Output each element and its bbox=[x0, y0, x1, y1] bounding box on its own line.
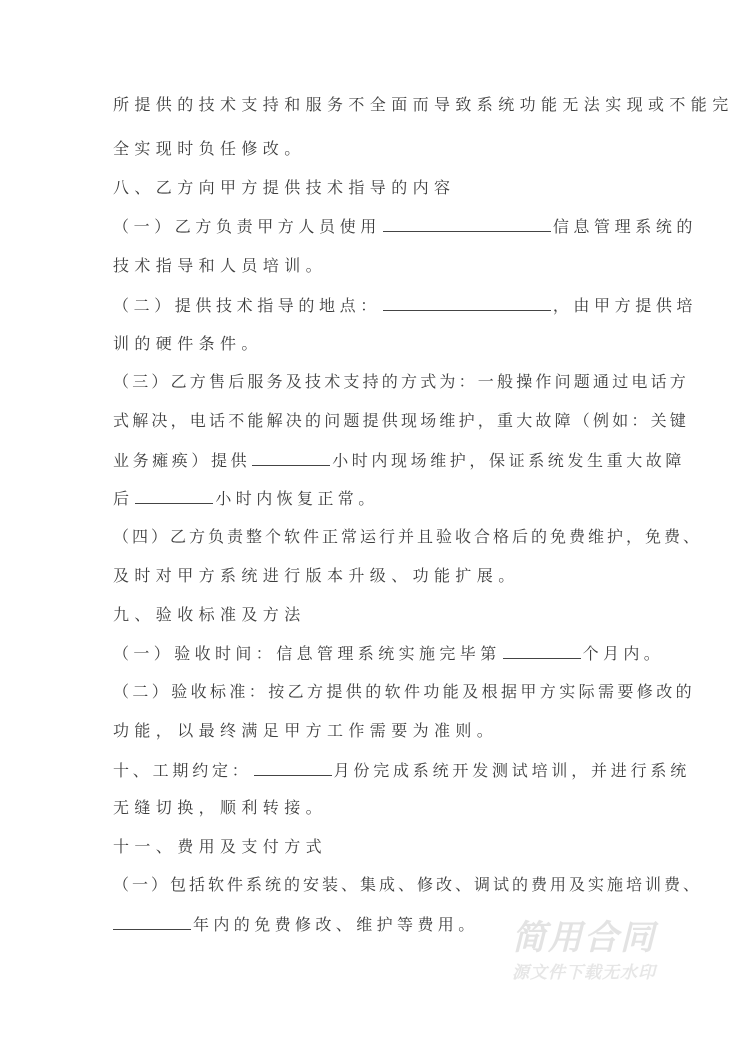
clause-text: 后 bbox=[113, 489, 134, 508]
section-heading-11: 十一、费用及支付方式 bbox=[113, 837, 328, 856]
paragraph-line: 功能，以最终满足甲方工作需要为准则。 bbox=[113, 721, 499, 740]
clause-line bbox=[113, 293, 698, 317]
paragraph-line: 式解决，电话不能解决的问题提供现场维护，重大故障（例如：关键 bbox=[113, 411, 690, 430]
fill-blank-onsite-hours[interactable] bbox=[252, 448, 330, 466]
clause-text: ，由甲方提供培 bbox=[552, 296, 698, 315]
clause-line bbox=[113, 214, 698, 238]
clause-text: 月份完成系统开发测试培训，并进行系统 bbox=[333, 761, 691, 780]
paragraph-line: 技术指导和人员培训。 bbox=[113, 256, 328, 275]
clause-text: 业务瘫痪）提供 bbox=[113, 451, 251, 470]
clause-line bbox=[113, 448, 686, 472]
paragraph-line: 无缝切换，顺利转接。 bbox=[113, 798, 328, 817]
fill-blank-acceptance-months[interactable] bbox=[503, 641, 581, 659]
paragraph-line: 所提供的技术支持和服务不全面而导致系统功能无法实现或不能完 bbox=[113, 95, 734, 114]
clause-text: 小时内现场维护，保证系统发生重大故障 bbox=[332, 451, 686, 470]
paragraph-line: （四）乙方负责整个软件正常运行并且验收合格后的免费维护，免费、 bbox=[113, 527, 703, 546]
clause-line bbox=[113, 486, 633, 510]
section-heading-8: 八、乙方向甲方提供技术指导的内容 bbox=[113, 178, 456, 197]
watermark-logo-text: 简用合同 bbox=[512, 918, 656, 958]
fill-blank-system-name[interactable] bbox=[383, 214, 551, 232]
paragraph-line: （一）包括软件系统的安装、集成、修改、调试的费用及实施培训费、 bbox=[113, 875, 703, 894]
fill-blank-completion-month[interactable] bbox=[254, 758, 332, 776]
clause-text: （二）提供技术指导的地点： bbox=[113, 296, 381, 315]
clause-line bbox=[113, 641, 665, 665]
clause-text: 十、工期约定： bbox=[113, 761, 252, 780]
watermark-subtext: 源文件下载无水印 bbox=[512, 963, 656, 983]
clause-text: 信息管理系统的 bbox=[552, 217, 698, 236]
clause-text: 个月内。 bbox=[582, 644, 665, 663]
fill-blank-maintenance-years[interactable] bbox=[113, 912, 191, 930]
clause-text: （一）乙方负责甲方人员使用 bbox=[113, 217, 381, 236]
paragraph-line: 及时对甲方系统进行版本升级、功能扩展。 bbox=[113, 566, 520, 585]
clause-text: （一）验收时间：信息管理系统实施完毕第 bbox=[113, 644, 501, 663]
paragraph-line: 训的硬件条件。 bbox=[113, 334, 263, 353]
paragraph-line: （二）验收标准：按乙方提供的软件功能及根据甲方实际需要修改的 bbox=[113, 682, 696, 701]
fill-blank-location[interactable] bbox=[383, 293, 551, 311]
section-heading-10 bbox=[113, 758, 691, 782]
fill-blank-recovery-hours[interactable] bbox=[135, 486, 213, 504]
section-heading-9: 九、验收标准及方法 bbox=[113, 605, 306, 624]
paragraph-line: 全实现时负任修改。 bbox=[113, 139, 306, 158]
watermark bbox=[512, 918, 712, 986]
clause-text: 小时内恢复正常。 bbox=[215, 489, 379, 508]
clause-text: 年内的免费修改、维护等费用。 bbox=[193, 915, 479, 934]
paragraph-line: （三）乙方售后服务及技术支持的方式为：一般操作问题通过电话方 bbox=[113, 372, 690, 391]
